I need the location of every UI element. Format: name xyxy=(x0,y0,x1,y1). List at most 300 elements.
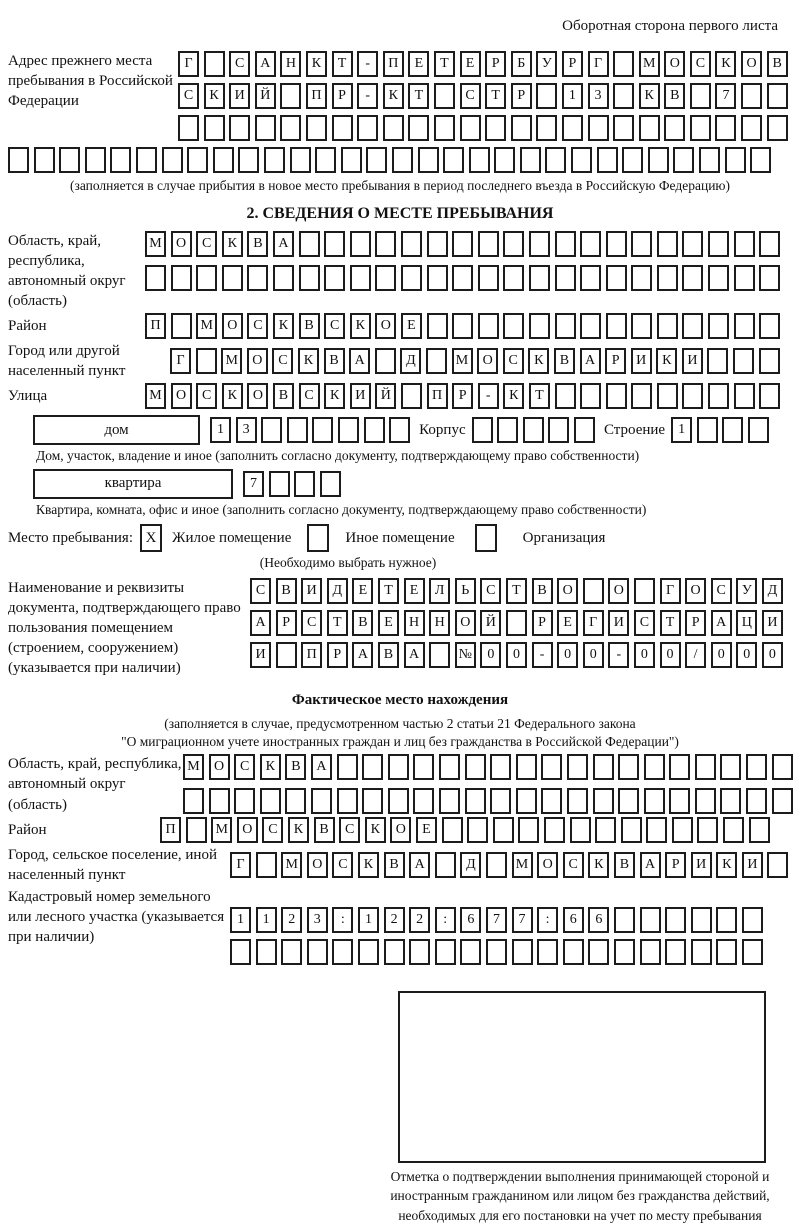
char-box[interactable]: Д xyxy=(327,578,348,604)
char-box[interactable] xyxy=(750,147,771,173)
char-box[interactable]: В xyxy=(378,642,399,668)
char-box[interactable] xyxy=(682,231,703,257)
char-box[interactable]: К xyxy=(222,383,243,409)
char-box[interactable] xyxy=(183,788,204,814)
char-box[interactable] xyxy=(486,852,507,878)
char-box[interactable]: С xyxy=(272,348,293,374)
char-box[interactable] xyxy=(669,788,690,814)
char-box[interactable] xyxy=(186,817,207,843)
char-box[interactable]: П xyxy=(160,817,181,843)
char-box[interactable] xyxy=(434,83,455,109)
char-box[interactable] xyxy=(708,231,729,257)
char-box[interactable] xyxy=(767,852,788,878)
char-box[interactable]: К xyxy=(273,313,294,339)
char-box[interactable] xyxy=(494,147,515,173)
char-box[interactable] xyxy=(204,51,225,77)
char-box[interactable]: 1 xyxy=(671,417,692,443)
char-box[interactable] xyxy=(699,147,720,173)
char-box[interactable]: К xyxy=(350,313,371,339)
char-box[interactable] xyxy=(478,313,499,339)
char-box[interactable]: М xyxy=(211,817,232,843)
char-box[interactable]: Д xyxy=(762,578,783,604)
char-box[interactable]: В xyxy=(614,852,635,878)
char-box[interactable]: - xyxy=(478,383,499,409)
char-box[interactable] xyxy=(234,788,255,814)
char-box[interactable] xyxy=(583,578,604,604)
char-box[interactable]: Й xyxy=(255,83,276,109)
char-box[interactable] xyxy=(264,147,285,173)
char-box[interactable]: 1 xyxy=(256,907,277,933)
char-box[interactable]: В xyxy=(664,83,685,109)
char-box[interactable]: Е xyxy=(408,51,429,77)
char-box[interactable]: 2 xyxy=(384,907,405,933)
char-box[interactable]: М xyxy=(183,754,204,780)
char-box[interactable] xyxy=(640,907,661,933)
char-box[interactable]: А xyxy=(404,642,425,668)
char-box[interactable] xyxy=(644,754,665,780)
char-box[interactable]: Р xyxy=(327,642,348,668)
char-box[interactable]: И xyxy=(742,852,763,878)
char-box[interactable]: В xyxy=(352,610,373,636)
char-box[interactable] xyxy=(427,265,448,291)
char-box[interactable]: И xyxy=(608,610,629,636)
char-box[interactable]: О xyxy=(608,578,629,604)
char-box[interactable]: Б xyxy=(511,51,532,77)
char-box[interactable]: О xyxy=(477,348,498,374)
char-box[interactable]: 2 xyxy=(281,907,302,933)
char-box[interactable]: 0 xyxy=(736,642,757,668)
char-box[interactable] xyxy=(384,939,405,965)
char-box[interactable] xyxy=(8,147,29,173)
char-box[interactable] xyxy=(485,115,506,141)
char-box[interactable]: Г xyxy=(588,51,609,77)
char-box[interactable]: - xyxy=(357,51,378,77)
char-box[interactable] xyxy=(338,417,359,443)
char-box[interactable] xyxy=(536,115,557,141)
char-box[interactable] xyxy=(435,939,456,965)
char-box[interactable] xyxy=(413,788,434,814)
char-box[interactable]: С xyxy=(460,83,481,109)
char-box[interactable]: Ц xyxy=(736,610,757,636)
char-box[interactable]: Р xyxy=(276,610,297,636)
char-box[interactable] xyxy=(350,265,371,291)
char-box[interactable] xyxy=(555,231,576,257)
char-box[interactable]: Е xyxy=(352,578,373,604)
char-box[interactable]: Г xyxy=(178,51,199,77)
char-box[interactable]: 0 xyxy=(660,642,681,668)
char-box[interactable] xyxy=(746,754,767,780)
char-box[interactable]: Р xyxy=(665,852,686,878)
char-box[interactable] xyxy=(362,788,383,814)
char-box[interactable]: К xyxy=(358,852,379,878)
char-box[interactable] xyxy=(734,313,755,339)
char-box[interactable]: О xyxy=(171,383,192,409)
char-box[interactable] xyxy=(639,115,660,141)
char-box[interactable]: С xyxy=(196,231,217,257)
other-premises-checkbox[interactable] xyxy=(307,524,329,552)
char-box[interactable] xyxy=(563,939,584,965)
char-box[interactable] xyxy=(571,147,592,173)
char-box[interactable] xyxy=(442,817,463,843)
char-box[interactable]: С xyxy=(250,578,271,604)
char-box[interactable]: П xyxy=(383,51,404,77)
char-box[interactable] xyxy=(511,115,532,141)
char-box[interactable] xyxy=(767,115,788,141)
char-box[interactable] xyxy=(541,754,562,780)
char-box[interactable] xyxy=(545,147,566,173)
char-box[interactable]: 2 xyxy=(409,907,430,933)
char-box[interactable]: Г xyxy=(170,348,191,374)
char-box[interactable]: А xyxy=(349,348,370,374)
char-box[interactable] xyxy=(469,147,490,173)
char-box[interactable] xyxy=(389,417,410,443)
char-box[interactable]: Л xyxy=(429,578,450,604)
char-box[interactable]: О xyxy=(247,348,268,374)
char-box[interactable] xyxy=(657,313,678,339)
char-box[interactable] xyxy=(493,817,514,843)
char-box[interactable] xyxy=(613,51,634,77)
char-box[interactable] xyxy=(715,115,736,141)
char-box[interactable]: Н xyxy=(429,610,450,636)
char-box[interactable]: В xyxy=(324,348,345,374)
char-box[interactable] xyxy=(555,313,576,339)
char-box[interactable] xyxy=(366,147,387,173)
char-box[interactable] xyxy=(247,265,268,291)
char-box[interactable]: Е xyxy=(378,610,399,636)
char-box[interactable] xyxy=(614,907,635,933)
char-box[interactable]: О xyxy=(741,51,762,77)
char-box[interactable] xyxy=(742,907,763,933)
char-box[interactable] xyxy=(255,115,276,141)
char-box[interactable] xyxy=(171,313,192,339)
char-box[interactable] xyxy=(110,147,131,173)
char-box[interactable]: Т xyxy=(529,383,550,409)
char-box[interactable]: Д xyxy=(400,348,421,374)
char-box[interactable]: Т xyxy=(327,610,348,636)
char-box[interactable] xyxy=(187,147,208,173)
char-box[interactable]: Ь xyxy=(455,578,476,604)
char-box[interactable]: 7 xyxy=(715,83,736,109)
char-box[interactable] xyxy=(178,115,199,141)
char-box[interactable] xyxy=(413,754,434,780)
char-box[interactable]: К xyxy=(288,817,309,843)
char-box[interactable] xyxy=(621,817,642,843)
char-box[interactable] xyxy=(256,852,277,878)
char-box[interactable]: Р xyxy=(685,610,706,636)
char-box[interactable]: / xyxy=(685,642,706,668)
char-box[interactable]: М xyxy=(145,383,166,409)
char-box[interactable] xyxy=(746,788,767,814)
char-box[interactable]: И xyxy=(631,348,652,374)
char-box[interactable] xyxy=(261,417,282,443)
char-box[interactable] xyxy=(673,147,694,173)
char-box[interactable] xyxy=(741,115,762,141)
char-box[interactable]: Г xyxy=(583,610,604,636)
char-box[interactable]: Т xyxy=(408,83,429,109)
char-box[interactable] xyxy=(580,313,601,339)
char-box[interactable]: А xyxy=(311,754,332,780)
char-box[interactable] xyxy=(682,313,703,339)
char-box[interactable]: С xyxy=(229,51,250,77)
char-box[interactable] xyxy=(716,939,737,965)
char-box[interactable]: О xyxy=(455,610,476,636)
char-box[interactable] xyxy=(759,265,780,291)
char-box[interactable] xyxy=(759,313,780,339)
char-box[interactable] xyxy=(434,115,455,141)
char-box[interactable] xyxy=(490,788,511,814)
char-box[interactable]: О xyxy=(375,313,396,339)
char-box[interactable] xyxy=(725,147,746,173)
char-box[interactable] xyxy=(452,231,473,257)
char-box[interactable]: И xyxy=(762,610,783,636)
char-box[interactable]: С xyxy=(332,852,353,878)
char-box[interactable]: А xyxy=(250,610,271,636)
char-box[interactable] xyxy=(767,83,788,109)
char-box[interactable]: К xyxy=(656,348,677,374)
char-box[interactable]: М xyxy=(452,348,473,374)
char-box[interactable]: С xyxy=(262,817,283,843)
char-box[interactable] xyxy=(708,265,729,291)
char-box[interactable] xyxy=(34,147,55,173)
char-box[interactable]: С xyxy=(690,51,711,77)
char-box[interactable] xyxy=(529,313,550,339)
char-box[interactable] xyxy=(657,265,678,291)
char-box[interactable] xyxy=(722,417,743,443)
char-box[interactable] xyxy=(733,348,754,374)
char-box[interactable] xyxy=(467,817,488,843)
char-box[interactable] xyxy=(388,754,409,780)
char-box[interactable] xyxy=(664,115,685,141)
char-box[interactable] xyxy=(443,147,464,173)
char-box[interactable]: Г xyxy=(660,578,681,604)
char-box[interactable] xyxy=(541,788,562,814)
char-box[interactable]: С xyxy=(634,610,655,636)
char-box[interactable] xyxy=(260,788,281,814)
char-box[interactable] xyxy=(332,115,353,141)
char-box[interactable] xyxy=(486,939,507,965)
char-box[interactable] xyxy=(734,265,755,291)
char-box[interactable] xyxy=(401,265,422,291)
char-box[interactable]: О xyxy=(171,231,192,257)
char-box[interactable] xyxy=(196,348,217,374)
char-box[interactable] xyxy=(427,231,448,257)
char-box[interactable]: Т xyxy=(506,578,527,604)
char-box[interactable] xyxy=(536,83,557,109)
char-box[interactable]: 1 xyxy=(562,83,583,109)
char-box[interactable] xyxy=(708,383,729,409)
char-box[interactable]: 1 xyxy=(358,907,379,933)
char-box[interactable] xyxy=(465,754,486,780)
char-box[interactable] xyxy=(691,939,712,965)
char-box[interactable] xyxy=(392,147,413,173)
char-box[interactable]: В xyxy=(285,754,306,780)
char-box[interactable] xyxy=(273,265,294,291)
char-box[interactable] xyxy=(171,265,192,291)
char-box[interactable]: Т xyxy=(485,83,506,109)
char-box[interactable]: : xyxy=(332,907,353,933)
char-box[interactable] xyxy=(478,231,499,257)
char-box[interactable]: С xyxy=(299,383,320,409)
char-box[interactable]: Г xyxy=(230,852,251,878)
char-box[interactable] xyxy=(497,417,518,443)
char-box[interactable]: М xyxy=(196,313,217,339)
char-box[interactable]: И xyxy=(229,83,250,109)
char-box[interactable]: А xyxy=(711,610,732,636)
char-box[interactable] xyxy=(472,417,493,443)
char-box[interactable] xyxy=(574,417,595,443)
char-box[interactable]: О xyxy=(237,817,258,843)
char-box[interactable]: П xyxy=(427,383,448,409)
char-box[interactable]: И xyxy=(682,348,703,374)
char-box[interactable]: 0 xyxy=(583,642,604,668)
char-box[interactable]: Н xyxy=(404,610,425,636)
char-box[interactable] xyxy=(695,788,716,814)
char-box[interactable]: П xyxy=(301,642,322,668)
char-box[interactable]: К xyxy=(528,348,549,374)
char-box[interactable] xyxy=(490,754,511,780)
char-box[interactable] xyxy=(606,265,627,291)
char-box[interactable]: С xyxy=(711,578,732,604)
char-box[interactable]: - xyxy=(357,83,378,109)
char-box[interactable] xyxy=(401,231,422,257)
char-box[interactable]: Д xyxy=(460,852,481,878)
char-box[interactable] xyxy=(665,907,686,933)
char-box[interactable] xyxy=(520,147,541,173)
char-box[interactable] xyxy=(452,265,473,291)
char-box[interactable] xyxy=(529,265,550,291)
char-box[interactable] xyxy=(691,907,712,933)
char-box[interactable] xyxy=(269,471,290,497)
char-box[interactable]: К xyxy=(503,383,524,409)
char-box[interactable] xyxy=(618,788,639,814)
char-box[interactable]: - xyxy=(608,642,629,668)
char-box[interactable] xyxy=(734,231,755,257)
char-box[interactable]: К xyxy=(715,51,736,77)
char-box[interactable]: С xyxy=(301,610,322,636)
char-box[interactable] xyxy=(634,578,655,604)
char-box[interactable] xyxy=(690,83,711,109)
char-box[interactable] xyxy=(506,610,527,636)
dwelling-checkbox[interactable]: X xyxy=(140,524,162,552)
char-box[interactable] xyxy=(749,817,770,843)
char-box[interactable] xyxy=(597,147,618,173)
char-box[interactable] xyxy=(222,265,243,291)
char-box[interactable] xyxy=(613,115,634,141)
char-box[interactable] xyxy=(324,231,345,257)
char-box[interactable] xyxy=(748,417,769,443)
char-box[interactable]: - xyxy=(532,642,553,668)
char-box[interactable]: О xyxy=(664,51,685,77)
char-box[interactable]: 3 xyxy=(307,907,328,933)
char-box[interactable] xyxy=(362,754,383,780)
char-box[interactable] xyxy=(465,788,486,814)
char-box[interactable] xyxy=(672,817,693,843)
char-box[interactable] xyxy=(555,383,576,409)
char-box[interactable] xyxy=(478,265,499,291)
char-box[interactable] xyxy=(657,231,678,257)
char-box[interactable]: М xyxy=(639,51,660,77)
char-box[interactable] xyxy=(716,907,737,933)
char-box[interactable] xyxy=(418,147,439,173)
char-box[interactable] xyxy=(537,939,558,965)
char-box[interactable]: 0 xyxy=(557,642,578,668)
char-box[interactable]: С xyxy=(563,852,584,878)
char-box[interactable] xyxy=(669,754,690,780)
char-box[interactable]: 7 xyxy=(243,471,264,497)
char-box[interactable] xyxy=(606,383,627,409)
char-box[interactable] xyxy=(640,939,661,965)
char-box[interactable] xyxy=(375,265,396,291)
char-box[interactable] xyxy=(136,147,157,173)
char-box[interactable] xyxy=(307,939,328,965)
char-box[interactable]: Р xyxy=(532,610,553,636)
char-box[interactable] xyxy=(320,471,341,497)
char-box[interactable] xyxy=(460,939,481,965)
char-box[interactable] xyxy=(548,417,569,443)
char-box[interactable] xyxy=(439,788,460,814)
char-box[interactable]: В xyxy=(384,852,405,878)
char-box[interactable]: 6 xyxy=(588,907,609,933)
char-box[interactable]: О xyxy=(390,817,411,843)
char-box[interactable] xyxy=(324,265,345,291)
char-box[interactable] xyxy=(238,147,259,173)
char-box[interactable] xyxy=(644,788,665,814)
char-box[interactable] xyxy=(720,754,741,780)
char-box[interactable] xyxy=(529,231,550,257)
char-box[interactable] xyxy=(213,147,234,173)
char-box[interactable]: И xyxy=(301,578,322,604)
char-box[interactable]: А xyxy=(273,231,294,257)
char-box[interactable]: В xyxy=(247,231,268,257)
char-box[interactable] xyxy=(555,265,576,291)
char-box[interactable] xyxy=(512,939,533,965)
char-box[interactable]: С xyxy=(480,578,501,604)
char-box[interactable] xyxy=(593,754,614,780)
char-box[interactable] xyxy=(606,231,627,257)
char-box[interactable] xyxy=(697,417,718,443)
char-box[interactable] xyxy=(426,348,447,374)
char-box[interactable]: В xyxy=(276,578,297,604)
char-box[interactable]: В xyxy=(299,313,320,339)
char-box[interactable] xyxy=(439,754,460,780)
char-box[interactable] xyxy=(503,313,524,339)
char-box[interactable] xyxy=(631,265,652,291)
char-box[interactable] xyxy=(682,383,703,409)
char-box[interactable]: Е xyxy=(401,313,422,339)
char-box[interactable]: 0 xyxy=(711,642,732,668)
char-box[interactable]: К xyxy=(306,51,327,77)
char-box[interactable] xyxy=(720,788,741,814)
char-box[interactable] xyxy=(408,115,429,141)
char-box[interactable] xyxy=(523,417,544,443)
char-box[interactable]: И xyxy=(250,642,271,668)
char-box[interactable]: С xyxy=(324,313,345,339)
char-box[interactable]: С xyxy=(178,83,199,109)
char-box[interactable] xyxy=(145,265,166,291)
char-box[interactable] xyxy=(427,313,448,339)
char-box[interactable] xyxy=(375,348,396,374)
char-box[interactable]: Е xyxy=(557,610,578,636)
char-box[interactable]: А xyxy=(580,348,601,374)
char-box[interactable] xyxy=(59,147,80,173)
char-box[interactable] xyxy=(631,231,652,257)
char-box[interactable]: 7 xyxy=(486,907,507,933)
char-box[interactable]: С xyxy=(234,754,255,780)
char-box[interactable] xyxy=(570,817,591,843)
char-box[interactable] xyxy=(332,939,353,965)
char-box[interactable] xyxy=(401,383,422,409)
char-box[interactable]: В xyxy=(554,348,575,374)
